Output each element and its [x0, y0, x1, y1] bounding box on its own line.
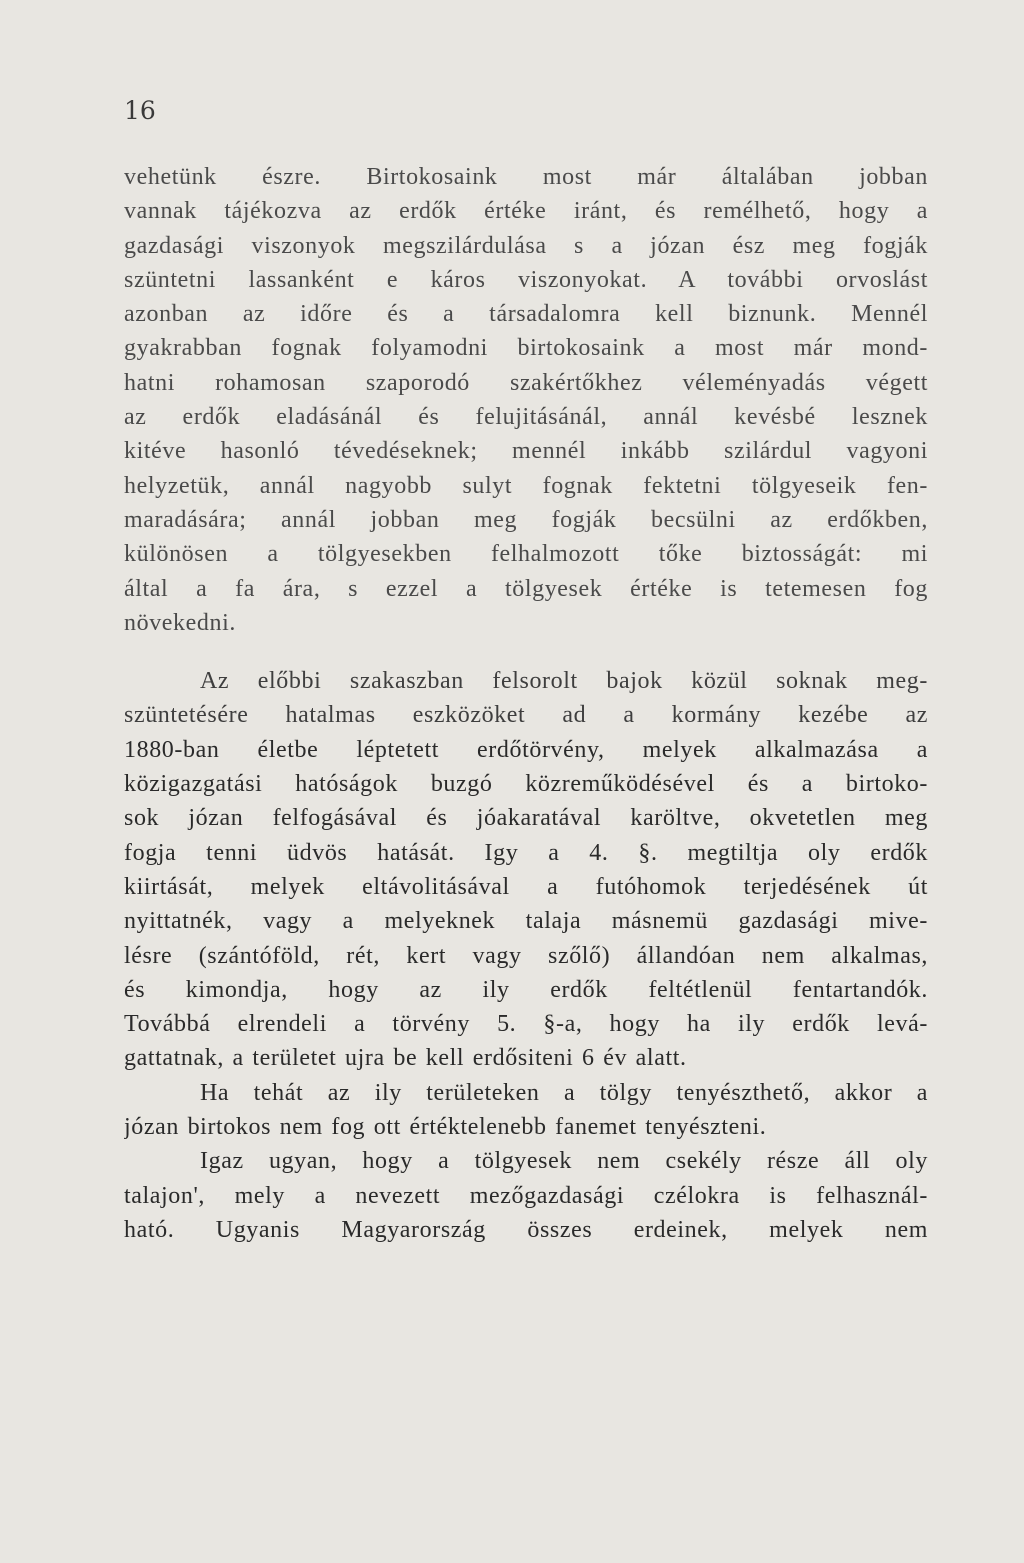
text-line: az erdők eladásánál és felujitásánál, annál kevésbé lesznek: [124, 404, 928, 431]
paragraph-1: [124, 160, 928, 640]
text-line: ható. Ugyanis Magyarország összes erdeinek, melyek nem: [124, 1216, 928, 1243]
text-line: Igaz ugyan, hogy a tölgyesek nem csekély része áll oly: [200, 1148, 928, 1175]
page-number: 16: [124, 96, 156, 125]
text-line: nyittatnék, vagy a melyeknek talaja másnemü gazdasági mive-: [124, 908, 928, 935]
text-line: Ha tehát az ily területeken a tölgy tenyészthető, akkor a: [200, 1079, 928, 1106]
paragraph-4: [124, 1144, 928, 1247]
text-line: sok józan felfogásával és jóakaratával karöltve, okvetetlen meg: [124, 805, 928, 832]
text-line: által a fa ára, s ezzel a tölgyesek értéke is tetemesen fog: [124, 575, 928, 602]
text-line: 1880-ban életbe léptetett erdőtörvény, melyek alkalmazása a: [124, 736, 928, 763]
text-line: növekedni.: [124, 609, 236, 636]
text-line: gyakrabban fognak folyamodni birtokosaink a most már mond-: [124, 335, 928, 362]
text-line: kitéve hasonló tévedéseknek; mennél inkább szilárdul vagyoni: [124, 438, 928, 465]
text-line: vannak tájékozva az erdők értéke iránt, és remélhető, hogy a: [124, 198, 928, 225]
text-line: és kimondja, hogy az ily erdők feltétlenül fentartandók.: [124, 976, 928, 1003]
text-line: talajon', mely a nevezett mezőgazdasági czélokra is felhasznál-: [124, 1182, 928, 1209]
text-line: fogja tenni üdvös hatását. Igy a 4. §. megtiltja oly erdők: [124, 839, 928, 866]
text-line: hatni rohamosan szaporodó szakértőkhez véleményadás végett: [124, 369, 928, 396]
text-line: gazdasági viszonyok megszilárdulása s a józan ész meg fogják: [124, 232, 928, 259]
text-line: szüntetésére hatalmas eszközöket ad a kormány kezébe az: [124, 702, 928, 729]
text-line: Továbbá elrendeli a törvény 5. §-a, hogy ha ily erdők levá-: [124, 1011, 928, 1038]
body-text: [124, 160, 928, 1247]
text-line: maradására; annál jobban meg fogják becsülni az erdőkben,: [124, 506, 928, 533]
text-line: különösen a tölgyesekben felhalmozott tőke biztosságát: mi: [124, 541, 928, 568]
text-line: szüntetni lassanként e káros viszonyokat. A további orvoslást: [124, 266, 928, 293]
text-line: gattatnak, a területet ujra be kell erdősiteni 6 év alatt.: [124, 1045, 687, 1072]
text-line: józan birtokos nem fog ott értéktelenebb fanemet tenyészteni.: [124, 1114, 767, 1141]
text-line: vehetünk észre. Birtokosaink most már általában jobban: [124, 164, 928, 190]
text-line: lésre (szántóföld, rét, kert vagy szőlő) állandóan nem alkalmas,: [124, 942, 928, 969]
text-line: Az előbbi szakaszban felsorolt bajok közül soknak meg-: [200, 668, 928, 695]
text-line: azonban az időre és a társadalomra kell biznunk. Mennél: [124, 301, 928, 328]
text-line: kiirtását, melyek eltávolitásával a futóhomok terjedésének út: [124, 873, 928, 900]
text-line: közigazgatási hatóságok buzgó közreműködésével és a birtoko-: [124, 771, 928, 798]
paragraph-2: [124, 664, 928, 1076]
paragraph-3: [124, 1076, 928, 1145]
text-line: helyzetük, annál nagyobb sulyt fognak fektetni tölgyeseik fen-: [124, 472, 928, 499]
